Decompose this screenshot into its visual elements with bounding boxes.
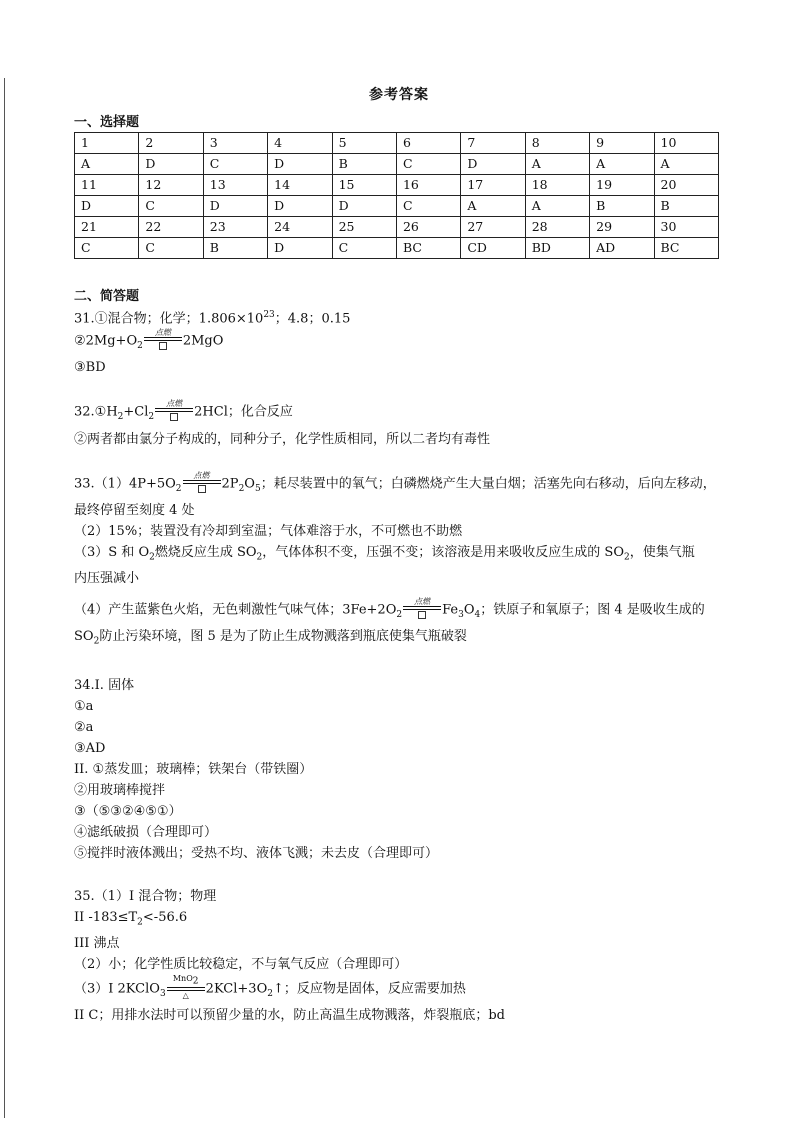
table-cell: B [654,196,718,217]
table-cell: C [75,238,139,259]
table-cell: 19 [590,175,654,196]
table-cell: 23 [203,217,267,238]
q35-line-5: （3）I 2KClO$_3$ MnO$_2$ △ $2KCl+3O_2↑$；反应物是固体，反应需要加热 [74,974,466,1001]
table-cell: 9 [590,133,654,154]
table-cell: CD [461,238,525,259]
table-row [75,154,719,175]
q32-line-1: $32.①H_2+Cl_2$ 点燃 2HCl；化合反应 [74,399,293,423]
left-margin-rule [4,78,5,1118]
table-cell: 26 [396,217,460,238]
q33-line-7: $SO_2$防止污染环境，图 5 是为了防止生成物溅落到瓶底使集气瓶破裂 [74,629,467,647]
table-cell: C [139,238,203,259]
table-cell: 10 [654,133,718,154]
reaction-condition: 点燃 [183,471,221,493]
q34-line: ③AD [74,740,106,756]
table-cell: 25 [332,217,396,238]
table-cell: B [332,154,396,175]
table-cell: 21 [75,217,139,238]
reaction-condition: 点燃 [155,399,193,421]
table-cell: 14 [268,175,332,196]
reaction-condition: MnO$_2$ △ [167,974,205,1000]
table-cell: D [268,238,332,259]
q33-line-2: 最终停留至刻度 4 处 [74,502,195,518]
q34-line: ①a [74,698,94,714]
table-cell: BC [396,238,460,259]
table-cell: 18 [525,175,589,196]
table-row [75,217,719,238]
answer-table [74,132,719,259]
q33-line-3: （2）15%；装置没有冷却到室温；气体难溶于水，不可燃也不助燃 [74,523,463,539]
table-cell: 17 [461,175,525,196]
table-cell: D [139,154,203,175]
table-cell: 7 [461,133,525,154]
table-cell: BD [525,238,589,259]
table-row [75,196,719,217]
table-row [75,175,719,196]
table-cell: 5 [332,133,396,154]
q35-line-3: III 沸点 [74,936,120,952]
q35-line-2: II $-183\le T_2<-56.6$ [74,909,188,928]
table-cell: A [590,154,654,175]
table-cell: 20 [654,175,718,196]
table-cell: 2 [139,133,203,154]
table-cell: 15 [332,175,396,196]
table-cell: AD [590,238,654,259]
table-cell: B [590,196,654,217]
table-cell: 8 [525,133,589,154]
table-cell: A [654,154,718,175]
table-cell: 28 [525,217,589,238]
q31-line-2: $②2Mg+O_2$ 点燃 2MgO [74,328,224,352]
choice-section-heading: 一、选择题 [74,115,140,130]
reaction-condition: 点燃 [403,597,441,619]
table-cell: A [525,196,589,217]
q34-line: ③（⑤③②④⑤①） [74,803,182,819]
table-cell: 22 [139,217,203,238]
table-cell: 1 [75,133,139,154]
table-cell: C [396,154,460,175]
q35-line-4: （2）小；化学性质比较稳定，不与氧气反应（合理即可） [74,957,408,973]
table-row [75,133,719,154]
table-cell: 13 [203,175,267,196]
table-cell: C [332,238,396,259]
table-cell: BC [654,238,718,259]
table-cell: 30 [654,217,718,238]
table-cell: A [525,154,589,175]
q31-line-1: 31.①混合物；化学；$1.806\times 10^{23}$；4.8；0.15 [74,310,351,327]
q34-line: ④滤纸破损（合理即可） [74,824,218,840]
table-cell: D [268,154,332,175]
table-cell: D [75,196,139,217]
table-cell: 16 [396,175,460,196]
table-cell: D [268,196,332,217]
q32-line-2: ②两者都由氯分子构成的，同种分子，化学性质相同，所以二者均有毒性 [74,431,491,447]
table-cell: 29 [590,217,654,238]
q34-line: ②a [74,719,94,735]
table-cell: 11 [75,175,139,196]
q33-line-6: （4）产生蓝紫色火焰，无色刺激性气味气体；$3Fe+2O_2$ 点燃 $Fe_3O_4$；铁原子和氧原子；图 4 是吸收生成的 [74,597,705,621]
table-cell: 27 [461,217,525,238]
q34-line: ⑤搅拌时液体溅出；受热不均、液体飞溅；未去皮（合理即可） [74,845,439,861]
table-cell: D [461,154,525,175]
table-row [75,238,719,259]
table-cell: B [203,238,267,259]
table-cell: 12 [139,175,203,196]
table-cell: C [139,196,203,217]
q33-line-1: $33.(1)4P+5O_2$ 点燃 $2P_2O_5$；耗尽装置中的氧气；白磷燃烧产生大量白烟；活塞先向右移动，后向左移动， [74,470,716,494]
q34-line: ②用玻璃棒搅拌 [74,782,166,798]
table-cell: D [332,196,396,217]
table-cell: 4 [268,133,332,154]
table-cell: D [203,196,267,217]
table-cell: A [461,196,525,217]
reaction-condition: 点燃 [144,328,182,350]
page-title: 参考答案 [369,87,429,103]
q34-line: 34.I. 固体 [74,677,135,693]
table-cell: C [203,154,267,175]
short-answer-heading: 二、简答题 [74,289,140,304]
q31-line-3: ③BD [74,360,106,376]
q33-line-5: 内压强减小 [74,571,140,587]
answer-page [74,84,724,1027]
q35-line-6: II C；用排水法时可以预留少量的水，防止高温生成物溅落，炸裂瓶底；bd [74,1008,505,1024]
q34-line: II. ①蒸发皿；玻璃棒；铁架台（带铁圈） [74,761,313,777]
q33-line-4: （3）S 和 $O_2$燃烧反应生成 $SO_2$，气体体积不变，压强不变；该溶液是用来吸收反应生成的 $SO_2$，使集气瓶 [74,544,695,563]
table-cell: 24 [268,217,332,238]
table-cell: C [396,196,460,217]
table-cell: 6 [396,133,460,154]
table-cell: A [75,154,139,175]
q35-line-1: 35.（1）I 混合物；物理 [74,888,217,904]
table-cell: 3 [203,133,267,154]
